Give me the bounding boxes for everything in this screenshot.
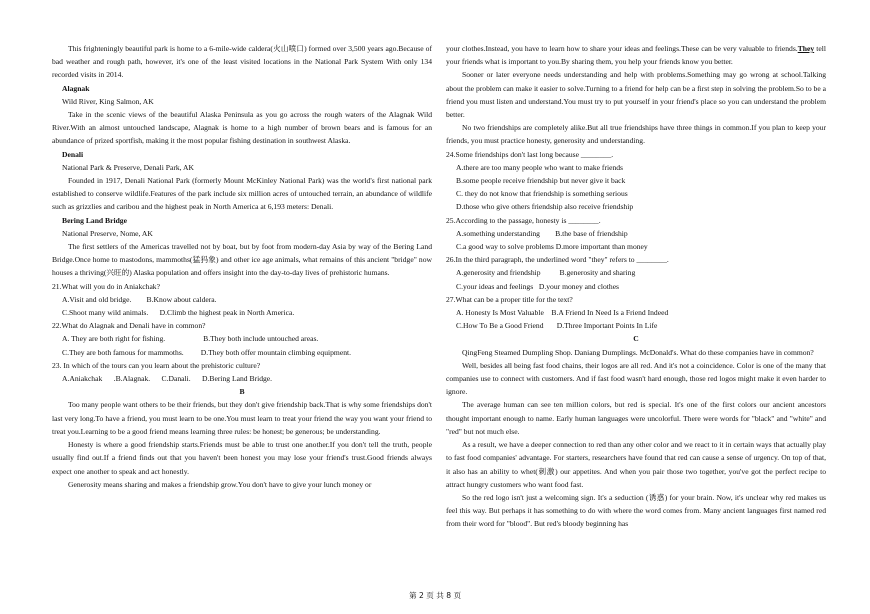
bering-paragraph: The first settlers of the Americas travelled not by boat, but by foot from modern-day Asia by way of the Bering Land Bridge.Once home to mastodons, mammoths(猛犸象) and other ice age animals, what remains of this ancient "bridge" now houses a thriving(兴旺的) Alaska population and offers insight into the day-to-day lives of prehistoric humans. bbox=[52, 242, 432, 278]
passage-b-paragraph-2: Honesty is where a good friendship starts.Friends must be able to trust one another.If you don't tell the truth, people usually find out.If a friend finds out that you haven't been honest you may lose your friend's trust.Good friends always expect one another to speak and act honestly. bbox=[52, 440, 432, 476]
question-24-option-d: D.those who give others friendship also receive friendship bbox=[456, 202, 634, 212]
alagnak-heading: Alagnak bbox=[62, 83, 90, 93]
denali-paragraph: Founded in 1917, Denali National Park (formerly Mount McKinley National Park) was the world's first national park established to conserve wildlife.Features of the park include six million acres of untouched terrain, an abundance of wildlife such as grizzlies and caribou and the highest peak in North America at 6,193 meters: Denali. bbox=[52, 176, 432, 212]
question-21: 21.What will you do in Aniakchak? bbox=[52, 281, 160, 291]
passage-b-paragraph-3-continued: your clothes.Instead, you have to learn how to share your ideas and feelings.These can be very valuable to friends.They tell your friends what is important to you.By sharing them, you help your friends know you better. bbox=[446, 44, 826, 67]
question-24: 24.Some friendships don't last long because ________. bbox=[446, 149, 614, 159]
underlined-word-they: They bbox=[797, 44, 815, 53]
right-column bbox=[446, 42, 826, 531]
alagnak-location: Wild River, King Salmon, AK bbox=[62, 96, 154, 106]
question-22: 22.What do Alagnak and Denali have in common? bbox=[52, 321, 206, 331]
question-23-options: A.Aniakchak .B.Alagnak. C.Danali. D.Bering Land Bridge. bbox=[62, 374, 273, 384]
question-25-options-cd: C.a good way to solve problems D.more important than money bbox=[456, 242, 648, 252]
passage-b-paragraph-3: Generosity means sharing and makes a friendship grow.You don't have to give your lunch money or bbox=[68, 479, 372, 489]
passage-c-paragraph-2: Well, besides all being fast food chains, their logos are all red. And it's not a coincidence. Color is one of the many that companies use to connect with customers. And if fast food wasn't hard enough, those red logos might make it even harder to ignore. bbox=[446, 360, 826, 397]
passage-c-paragraph-5: So the red logo isn't just a welcoming sign. It's a seduction (诱惑) for your brain. Now, it's unclear why red makes us feel this way. But perhaps it has something to do with where the word comes from. Many ancient languages first named red from their word for "blood". But red's bloody beginning has bbox=[446, 492, 826, 529]
left-column bbox=[52, 42, 432, 491]
question-27-options-cd: C.How To Be a Good Friend D.Three Important Points In Life bbox=[456, 321, 658, 331]
section-c-heading: C bbox=[633, 334, 639, 344]
alagnak-paragraph: Take in the scenic views of the beautiful Alaska Peninsula as you go across the rough waters of the Alagnak Wild River.With an almost untouched landscape, Alagnak is home to a high number of brown bears and is famous for an abundance of prized sportfish, making it the most popular fishing destination in southwest Alaska. bbox=[52, 110, 432, 146]
question-26: 26.In the third paragraph, the underlined word "they" refers to ________. bbox=[446, 255, 669, 265]
section-b-heading: B bbox=[239, 387, 245, 397]
passage-c-paragraph-1: QingFeng Steamed Dumpling Shop. Daniang Dumplings. McDonald's. What do these companies have in common? bbox=[462, 347, 814, 357]
aniakchak-paragraph: This frighteningly beautiful park is home to a 6-mile-wide caldera(火山喷口) formed over 3,500 years ago.Because of bad weather and rough path, however, it's one of the least visited locations in the National Park System With only 134 recorded visits in 2014. bbox=[52, 44, 432, 80]
question-24-option-a: A.there are too many people who want to make friends bbox=[456, 162, 624, 172]
question-25: 25.According to the passage, honesty is ________. bbox=[446, 215, 601, 225]
question-21-options-cd: C.Shoot many wild animals. D.Climb the highest peak in North America. bbox=[62, 308, 295, 318]
bering-location: National Preserve, Nome, AK bbox=[62, 228, 153, 238]
question-22-options-ab: A. They are both right for fishing. B.They both include untouched areas. bbox=[62, 334, 319, 344]
passage-b-paragraph-1: Too many people want others to be their friends, but they don't give friendship back.That is why some friendships don't last very long.To have a friend, you must learn to be one.You must learn to treat your friend the way you want your friend to treat you.Learning to be a good friend means learning three rules: be honest; be generous; be understanding. bbox=[52, 400, 432, 436]
question-27-options-ab: A. Honesty Is Most Valuable B.A Friend In Need Is a Friend Indeed bbox=[456, 308, 669, 318]
passage-b-paragraph-5: No two friendships are completely alike.But all true friendships have three things in common.If you plan to keep your friends, you must practice honesty, generosity and understanding. bbox=[446, 123, 826, 146]
passage-b-paragraph-4: Sooner or later everyone needs understanding and help with problems.Something may go wrong at school.Talking about the problem can make it easier to solve.Turning to a friend for help can be a first step in solving the problem.So to be a friend you must listen and understand.You must try to put yourself in your friend's place so you can understand the problem better. bbox=[446, 70, 826, 120]
question-24-option-c: C. they do not know that friendship is something serious bbox=[456, 189, 628, 199]
denali-heading: Denali bbox=[62, 149, 84, 159]
question-27: 27.What can be a proper title for the text? bbox=[446, 294, 573, 304]
passage-c-paragraph-4: As a result, we have a deeper connection to red than any other color and we react to it in certain ways that actually play to fast food companies' advantage. For starters, researchers have found that red can cause a sense of urgency. On top of that, it also has an ability to whet(刺激) our appetites. And when you pair those two together, you've got the perfect recipe to attract hungry customers who want food fast. bbox=[446, 440, 826, 489]
question-24-option-b: B.some people receive friendship but never give it back bbox=[456, 176, 626, 186]
question-26-options-cd: C.your ideas and feelings D.your money and clothes bbox=[456, 281, 620, 291]
passage-c-paragraph-3: The average human can see ten million colors, but red is special. It's one of the first colors our ancient ancestors thought important enough to name. Early human languages were uncolorful. There were words for "black" and "white" and "red" but not much else. bbox=[446, 400, 826, 436]
denali-location: National Park & Preserve, Denali Park, AK bbox=[62, 162, 195, 172]
page-number-footer: 第 2 页 共 8 页 bbox=[408, 591, 462, 600]
question-21-options-ab: A.Visit and old bridge. B.Know about caldera. bbox=[62, 294, 217, 304]
question-22-options-cd: C.They are both famous for mammoths. D.They both offer mountain climbing equipment. bbox=[62, 347, 351, 357]
question-25-options-ab: A.something understanding B.the base of friendship bbox=[456, 228, 628, 238]
bering-heading: Bering Land Bridge bbox=[62, 215, 127, 225]
question-23: 23. In which of the tours can you learn about the prehistoric culture? bbox=[52, 360, 261, 370]
question-26-options-ab: A.generosity and friendship B.generosity and sharing bbox=[456, 268, 636, 278]
